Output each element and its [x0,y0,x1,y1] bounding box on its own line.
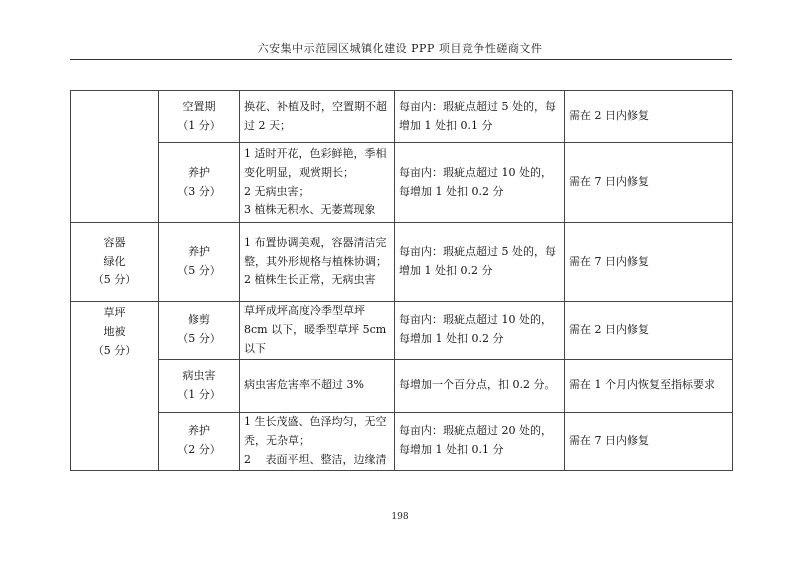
deduction-cell: 每亩内：瑕疵点超过 10 处的，每增加 1 处扣 0.2 分 [395,302,565,360]
category-label: 草坪 [103,306,126,319]
requirement-line: 3 植株无积水、无萎蔫现象 [244,203,376,217]
item-name: 养护 [188,245,210,259]
category-label: 地被 [103,324,126,338]
table-row [71,412,733,470]
item-cell [159,302,240,360]
repair-deadline-cell: 需在 1 个月内恢复至指标要求 [565,359,733,412]
category-score: （5 分） [92,343,137,357]
requirement-line: 2 表面平坦、整洁，边缘清 [244,452,387,466]
repair-deadline-cell: 需在 7 日内修复 [565,143,733,223]
requirement-line: 病虫害危害率不超过 3% [244,378,364,392]
item-cell [159,143,240,223]
header-divider [70,59,732,60]
item-cell [159,223,240,302]
deduction-cell: 每亩内：瑕疵点超过 5 处的，每增加 1 处扣 0.1 分 [395,91,565,143]
requirement-line: 1 布置协调美观，容器清洁完整，其外形规格与植株协调； [244,235,387,268]
maintenance-standard-table [70,90,733,471]
category-label: 绿化 [103,254,126,268]
item-score: （2 分） [177,443,221,457]
category-score: （5 分） [92,273,137,287]
item-cell [159,91,240,143]
item-cell [159,412,240,470]
category-cell-container [71,223,159,302]
table-row [71,91,733,143]
requirement-cell [240,302,395,360]
requirement-cell [240,143,395,223]
requirement-line: 换花、补植及时，空置期不超过 2 天； [244,99,387,132]
item-score: （3 分） [177,184,221,198]
table-row [71,302,733,360]
requirement-cell [240,223,395,302]
item-cell [159,359,240,412]
deduction-cell: 每亩内：瑕疵点超过 10 处的，每增加 1 处扣 0.2 分 [395,143,565,223]
deduction-cell: 每亩内：瑕疵点超过 5 处的，每增加 1 处扣 0.2 分 [395,223,565,302]
item-score: （5 分） [177,264,221,277]
document-header-title: 六安集中示范园区城镇化建设 PPP 项目竞争性磋商文件 [257,42,543,55]
item-name: 空置期 [182,99,216,113]
table-row [71,143,733,223]
item-score: （1 分） [177,118,221,132]
item-name: 养护 [188,424,210,438]
repair-deadline-cell: 需在 7 日内修复 [565,412,733,470]
requirement-cell [240,91,395,143]
requirement-cell [240,412,395,470]
requirement-line: 1 生长茂盛、色泽均匀，无空秃，无杂草； [244,414,387,447]
page-number: 198 [391,512,409,522]
requirement-cell [240,359,395,412]
item-name: 养护 [188,165,210,179]
requirement-line: 2 无病虫害； [244,184,310,198]
category-label: 容器 [103,235,126,249]
item-score: （5 分） [177,332,221,346]
table-row [71,359,733,412]
item-name: 病虫害 [182,368,216,382]
requirement-line: 草坪成坪高度冷季型草坪 8cm 以下，暖季型草坪 5cm 以下 [244,304,387,355]
repair-deadline-cell: 需在 2 日内修复 [565,302,733,360]
item-score: （1 分） [177,387,221,401]
deduction-cell: 每增加一个百分点，扣 0.2 分。 [395,359,565,412]
repair-deadline-cell: 需在 2 日内修复 [565,91,733,143]
repair-deadline-cell: 需在 7 日内修复 [565,223,733,302]
deduction-cell: 每亩内：瑕疵点超过 20 处的，每增加 1 处扣 0.1 分 [395,412,565,470]
item-name: 修剪 [188,313,210,327]
requirement-line: 2 植株生长正常，无病虫害 [244,273,376,287]
category-cell-continued [71,91,159,223]
requirement-line: 1 适时开花，色彩鲜艳，季相变化明显，观赏期长； [244,146,387,179]
category-cell-lawn [71,302,159,471]
table-row [71,223,733,302]
